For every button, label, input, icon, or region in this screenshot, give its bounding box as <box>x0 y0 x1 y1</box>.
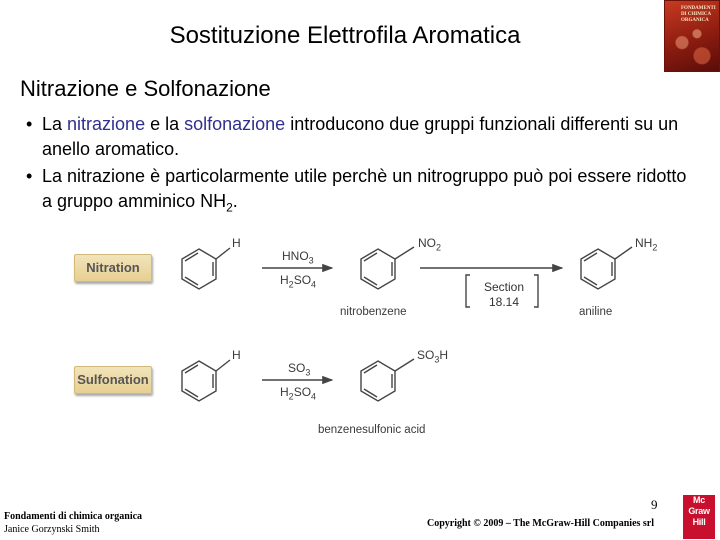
section-bracket <box>534 275 538 307</box>
aniline-ring <box>581 247 632 289</box>
mcgraw-hill-logo: Mc Graw Hill <box>683 495 715 539</box>
page-number: 9 <box>651 497 658 512</box>
bullet-item: • La nitrazione è particolarmente utile perchè un nitrogruppo può poi essere ridotto a gruppo amminico $NH_2$. <box>26 166 687 215</box>
bullet-item: • La nitrazione e la solfonazione introducono due gruppi funzionali differenti su un anello aromatico. <box>26 114 679 159</box>
nitration-chip: Nitration <box>74 254 152 282</box>
keyword-solfonazione: solfonazione <box>184 114 286 134</box>
aniline-label: aniline <box>579 306 613 318</box>
cover-title: FONDAMENTI DI CHIMICA ORGANICA <box>681 6 716 23</box>
section-reference: Section 18.14 <box>483 280 525 309</box>
benzenesulfonic-acid-label: benzenesulfonic acid <box>318 424 426 436</box>
footer-book-info <box>4 510 142 536</box>
benzene-ring <box>182 248 230 289</box>
reagent-h2so4: $H_2SO_4$ <box>280 385 317 402</box>
amino-group-label: $NH_2$ <box>635 236 658 253</box>
book-cover-image <box>664 0 720 72</box>
nitro-group-label: $NO_2$ <box>418 236 442 253</box>
benzene-ring <box>182 360 230 401</box>
footer-book-title: Fondamenti di chimica organica <box>4 511 143 522</box>
slide-subtitle: Nitrazione e Solfonazione <box>20 76 271 101</box>
cover-pattern <box>667 25 717 69</box>
bullet-list <box>26 112 696 223</box>
bullet-dot: • <box>26 166 33 186</box>
sulfonation-chip: Sulfonation <box>74 366 152 394</box>
reagent-hno3: $HNO_3$ <box>282 249 314 266</box>
keyword-nitrazione: nitrazione <box>67 114 146 134</box>
bullet-dot: • <box>26 114 33 134</box>
section-bracket <box>466 275 470 307</box>
footer-copyright: Copyright © 2009 – The McGraw-Hill Companies srl <box>427 518 655 529</box>
footer-author: Janice Gorzynski Smith <box>4 524 100 535</box>
benzenesulfonic-acid-ring <box>361 359 414 401</box>
hydrogen-label: H <box>232 348 241 362</box>
nitrobenzene-label: nitrobenzene <box>340 306 407 318</box>
slide-title: Sostituzione Elettrofila Aromatica <box>169 22 521 49</box>
nitrobenzene-ring <box>361 247 414 289</box>
hydrogen-label: H <box>232 236 241 250</box>
reagent-so3: $SO_3$ <box>288 361 311 378</box>
reagent-h2so4: $H_2SO_4$ <box>280 273 317 290</box>
sulfonic-group-label: $SO_3H$ <box>417 348 449 365</box>
